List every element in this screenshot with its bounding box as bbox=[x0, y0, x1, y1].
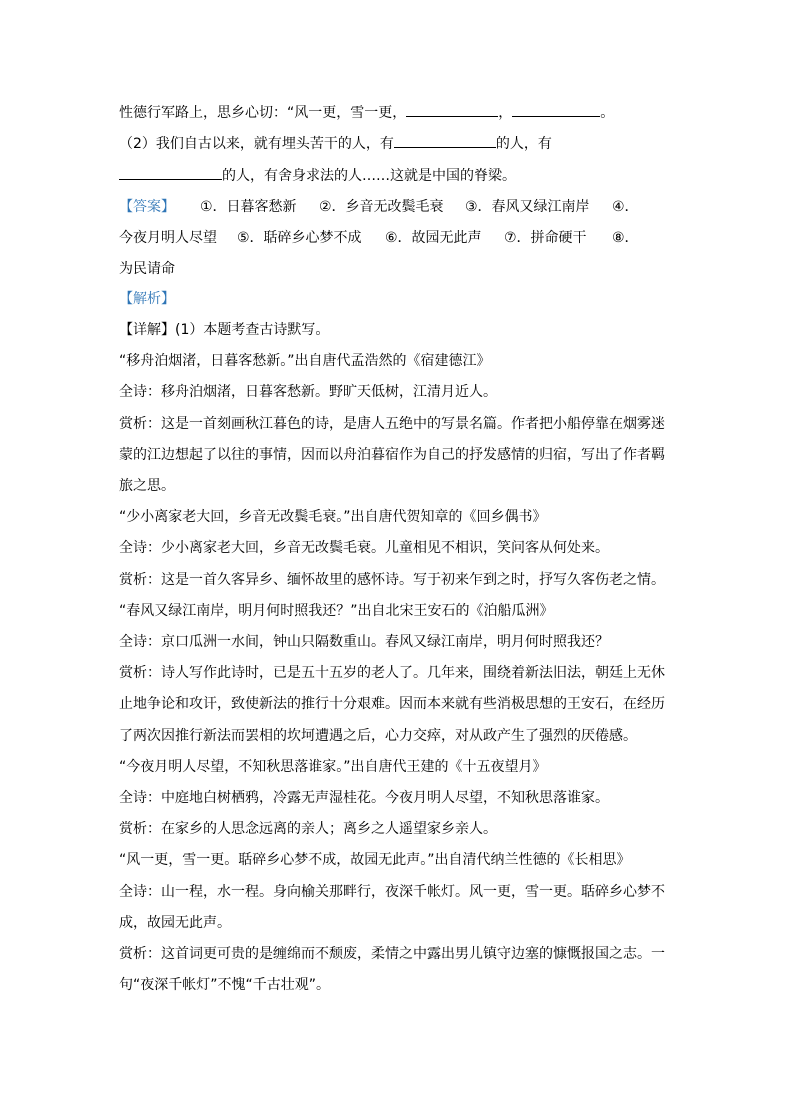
analysis-line: 全诗：京口瓜洲一水间，钟山只隔数重山。春风又绿江南岸，明月何时照我还？ bbox=[119, 634, 609, 650]
analysis-line: 【详解】(1）本题考查古诗默写。 bbox=[119, 322, 330, 338]
question-line-2 bbox=[119, 133, 552, 153]
analysis-label: 【解析】 bbox=[119, 291, 175, 307]
answer-item: ④． bbox=[612, 199, 639, 215]
analysis-line: 句“夜深千帐灯”不愧“千古壮观”。 bbox=[119, 977, 331, 994]
analysis-line: 全诗：山一程，水一程。身向榆关那畔行，夜深千帐灯。风一更，雪一更。聒碎乡心梦不 bbox=[119, 883, 665, 900]
answer-item: ⑦．拼命硬干 bbox=[504, 230, 587, 246]
answer-item: ②．乡音无改鬓毛衰 bbox=[319, 199, 444, 215]
analysis-line: “春风又绿江南岸，明月何时照我还？”出自北宋王安石的《泊船瓜洲》 bbox=[119, 602, 554, 619]
answer-blank bbox=[512, 102, 600, 117]
answer-blank bbox=[406, 102, 498, 117]
analysis-line: “今夜月明人尽望，不知秋思落谁家。”出自唐代王建的《十五夜望月》 bbox=[119, 758, 547, 775]
analysis-line: 了两次因推行新法而罢相的坎坷遭遇之后，心力交瘁，对从政产生了强烈的厌倦感。 bbox=[119, 727, 637, 744]
answer-item: 今夜月明人尽望 bbox=[119, 230, 217, 246]
answer-item: ①．日暮客愁新 bbox=[200, 199, 297, 215]
answer-label: 【答案】 bbox=[119, 199, 175, 215]
question-text: 性德行军路上，思乡心切：“风一更，雪一更， bbox=[119, 105, 407, 121]
analysis-line: 全诗：少小离家老大回，乡音无改鬓毛衰。儿童相见不相识，笑问客从何处来。 bbox=[119, 540, 609, 557]
analysis-line: “移舟泊烟渚，日暮客愁新。”出自唐代孟浩然的《宿建德江》 bbox=[119, 353, 491, 370]
question-line-3 bbox=[119, 165, 516, 185]
answer-item: ⑧． bbox=[612, 230, 639, 246]
answer-blank bbox=[119, 165, 222, 180]
question-line-1 bbox=[119, 102, 614, 122]
analysis-line: 赏析：这首词更可贵的是缠绵而不颓废，柔情之中露出男儿镇守边塞的慷慨报国之志。一 bbox=[119, 946, 665, 962]
punctuation: 。 bbox=[600, 105, 615, 121]
analysis-line: 全诗：移舟泊烟渚，日暮客愁新。野旷天低树，江清月近人。 bbox=[119, 384, 497, 401]
answer-item: ⑥．故园无此声 bbox=[385, 230, 482, 246]
answer-item: ⑤．聒碎乡心梦不成 bbox=[237, 230, 362, 246]
question-text: 的人，有 bbox=[495, 136, 552, 152]
question-text: 的人，有舍身求法的人……这就是中国的脊梁。 bbox=[222, 168, 516, 184]
analysis-line: 全诗：中庭地白树栖鸦，冷露无声湿桂花。今夜月明人尽望，不知秋思落谁家。 bbox=[119, 790, 609, 806]
analysis-line: 赏析：这是一首刻画秋江暮色的诗，是唐人五绝中的写景名篇。作者把小船停靠在烟雾迷 bbox=[119, 415, 665, 432]
punctuation: ， bbox=[498, 105, 513, 121]
analysis-line: 赏析：诗人写作此诗时，已是五十五岁的老人了。几年来，围绕着新法旧法，朝廷上无休 bbox=[119, 665, 665, 682]
question-text: （2）我们自古以来，就有埋头苦干的人，有 bbox=[119, 136, 394, 152]
analysis-line: 旅之思。 bbox=[119, 478, 175, 494]
answer-item: 为民请命 bbox=[119, 261, 175, 277]
analysis-line: 赏析：在家乡的人思念远离的亲人；离乡之人遥望家乡亲人。 bbox=[119, 821, 497, 838]
analysis-line: 止地争论和攻讦，致使新法的推行十分艰难。因而本来就有些消极思想的王安石，在经历 bbox=[119, 696, 665, 713]
analysis-line: 蒙的江边想起了以往的事情，因而以舟泊暮宿作为自己的抒发感情的归宿，写出了作者羁 bbox=[119, 446, 665, 463]
analysis-line: 成，故园无此声。 bbox=[119, 914, 231, 931]
analysis-line: “风一更，雪一更。聒碎乡心梦不成，故园无此声。”出自清代纳兰性德的《长相思》 bbox=[119, 852, 631, 869]
answer-item: ③．春风又绿江南岸 bbox=[465, 199, 590, 215]
analysis-line: 赏析：这是一首久客异乡、缅怀故里的感怀诗。写于初来乍到之时，抒写久客伤老之情。 bbox=[119, 571, 665, 588]
answer-blank bbox=[394, 133, 496, 148]
analysis-line: “少小离家老大回，乡音无改鬓毛衰。”出自唐代贺知章的《回乡偶书》 bbox=[119, 509, 547, 526]
